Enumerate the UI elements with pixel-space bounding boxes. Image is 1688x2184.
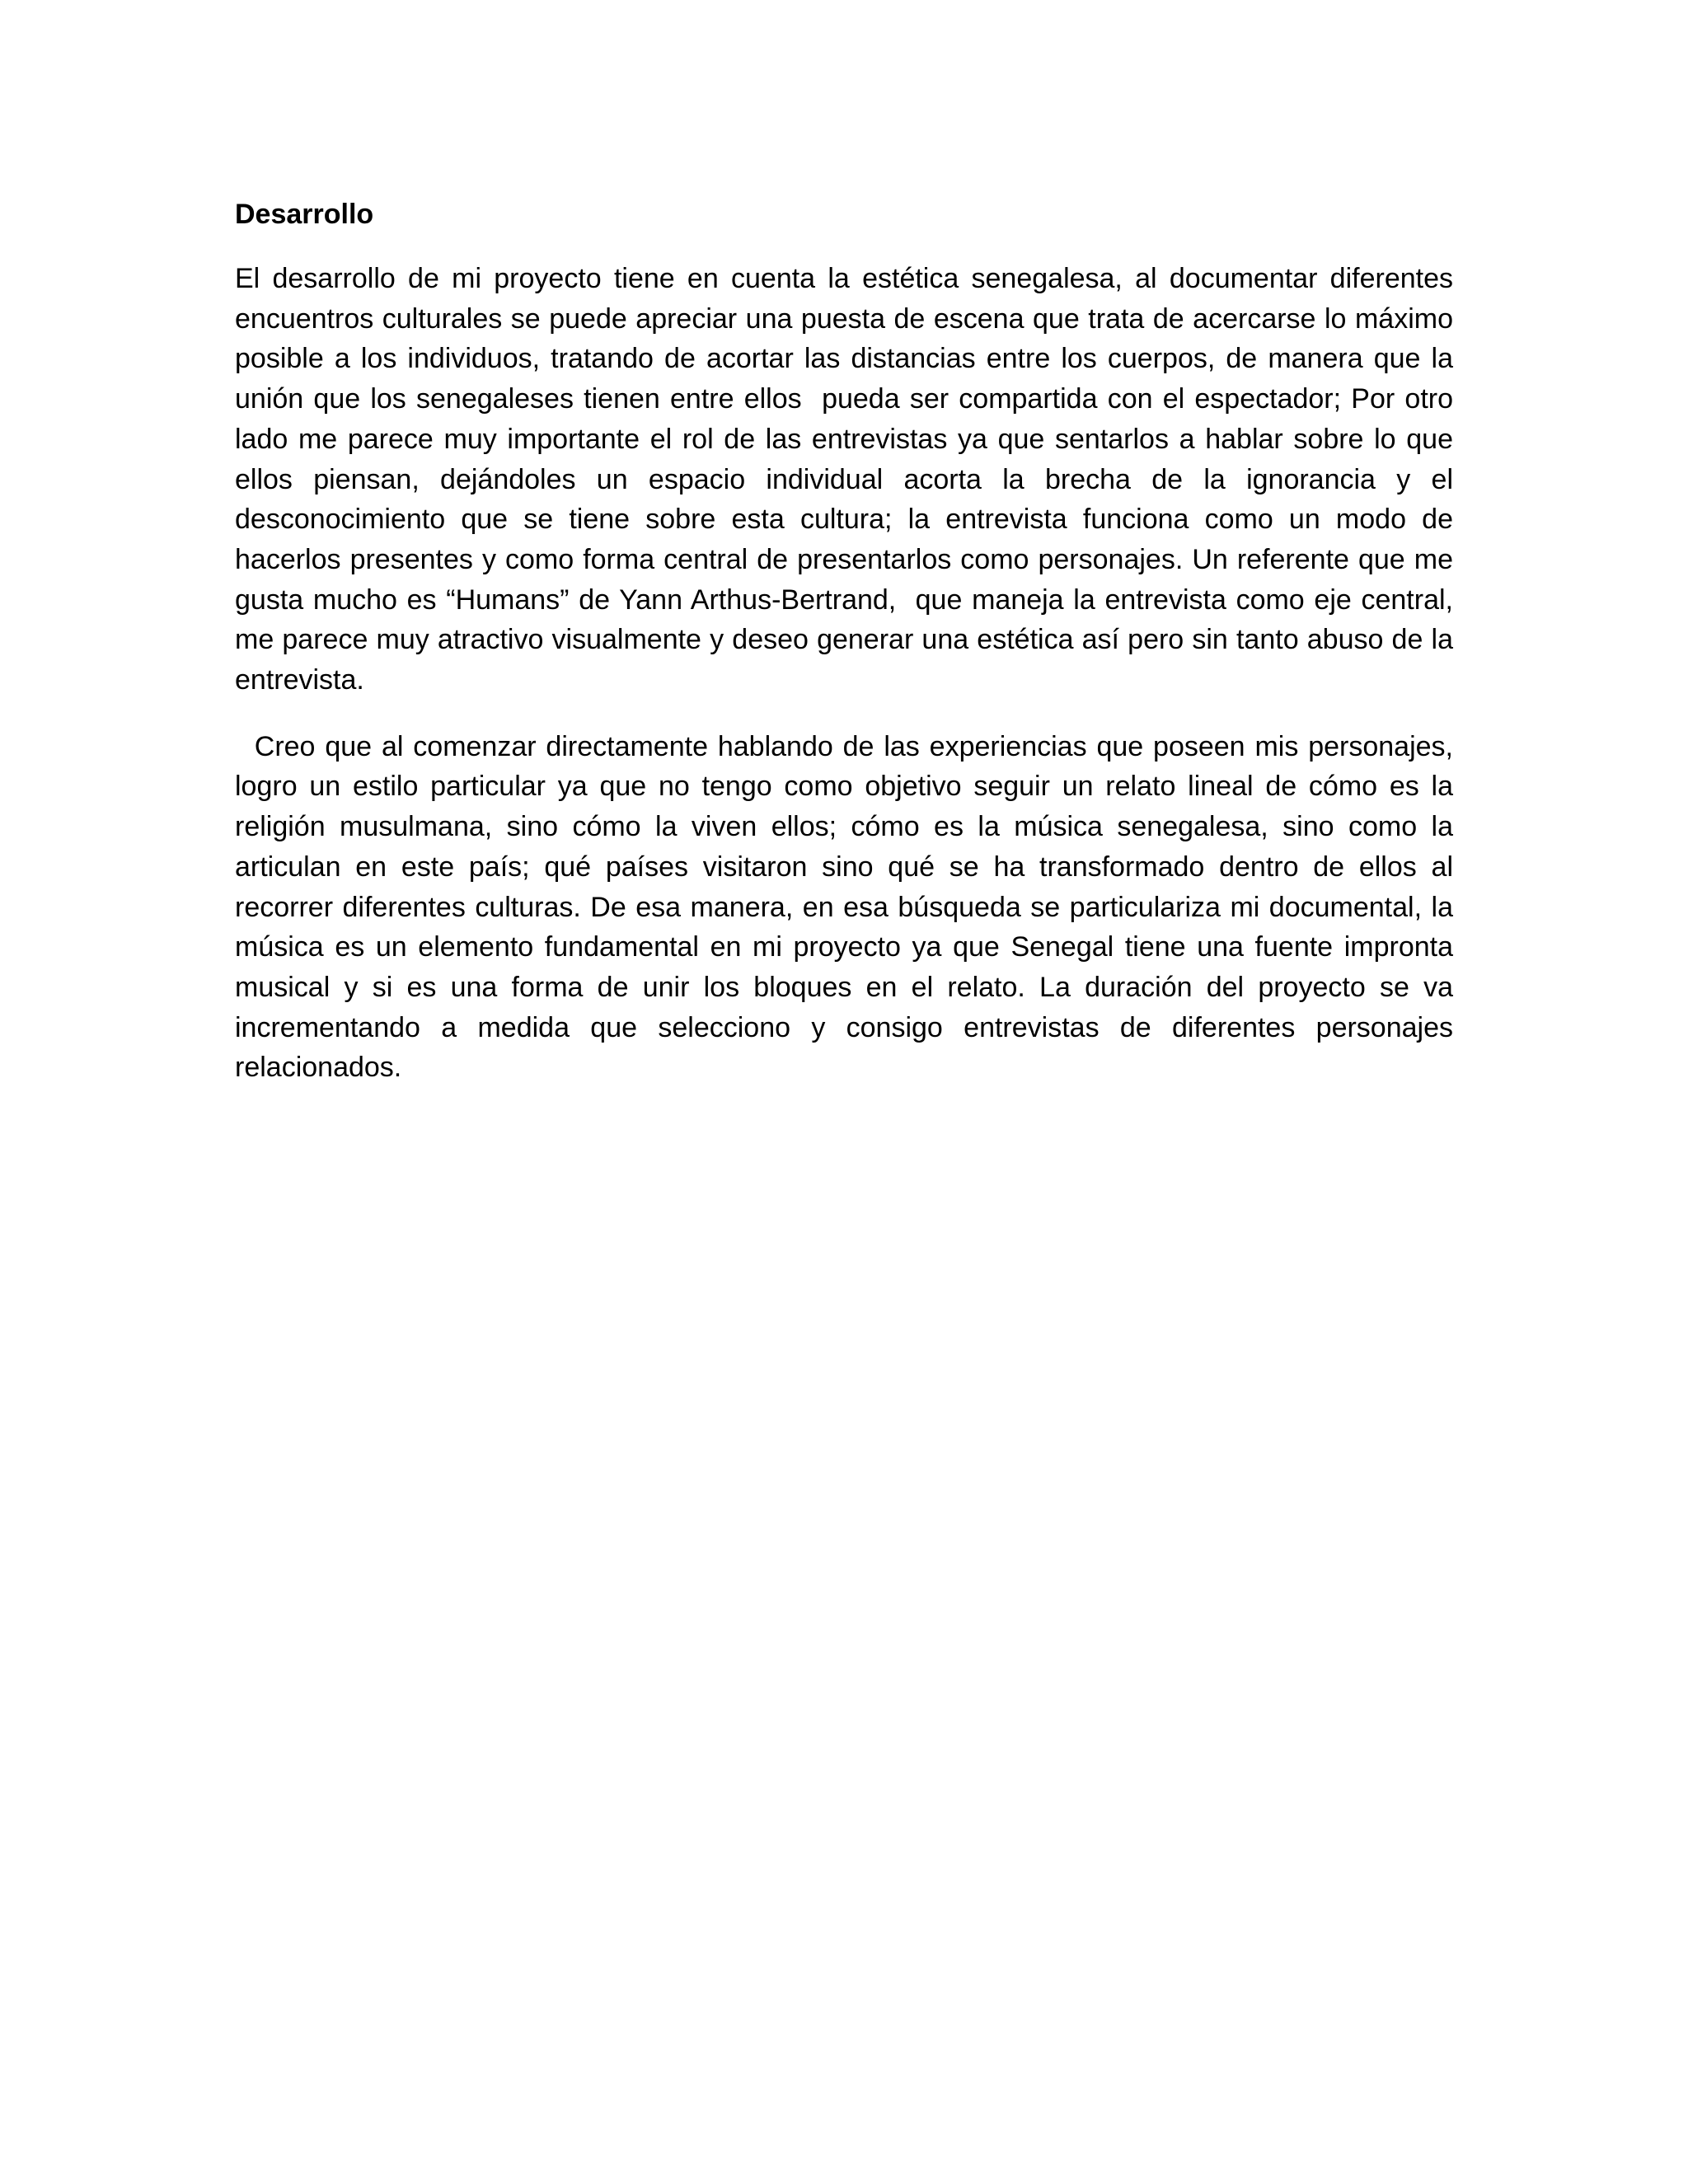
section-heading: Desarrollo [235,199,374,230]
body-paragraph-1: El desarrollo de mi proyecto tiene en cuenta la estética senegalesa, al documentar diferentes encuentros culturales se puede apreciar una puesta de escena que trata de acercarse lo máximo posible a los individuos, tratando de acortar las distancias entre los cuerpos, de manera que la unión que los senegaleses tienen entre ellos pueda ser compartida con el espectador; Por otro lado me parece muy importante el rol de las entrevistas ya que sentarlos a hablar sobre lo que ellos piensan, dejándoles un espacio individual acorta la brecha de la ignorancia y el desconocimiento que se tiene sobre esta cultura; la entrevista funciona como un modo de hacerlos presentes y como forma central de presentarlos como personajes. Un referente que me gusta mucho es “Humans” de Yann Arthus-Bertrand, que maneja la entrevista como eje central, me parece muy atractivo visualmente y deseo generar una estética así pero sin tanto abuso de la entrevista. [235,263,1461,696]
document-body [235,194,1461,1114]
body-paragraph-2: Creo que al comenzar directamente hablando de las experiencias que poseen mis personajes, logro un estilo particular ya que no tengo como objetivo seguir un relato lineal de cómo es la religión musulmana, sino cómo la viven ellos; cómo es la música senegalesa, sino como la articulan en este país; qué países visitaron sino qué se ha transformado dentro de ellos al recorrer diferentes culturas. De esa manera, en esa búsqueda se particulariza mi documental, la música es un elemento fundamental en mi proyecto ya que Senegal tiene una fuente impronta musical y si es una forma de unir los bloques en el relato. La duración del proyecto se va incrementando a medida que selecciono y consigo entrevistas de diferentes personajes relacionados. [235,730,1461,1084]
